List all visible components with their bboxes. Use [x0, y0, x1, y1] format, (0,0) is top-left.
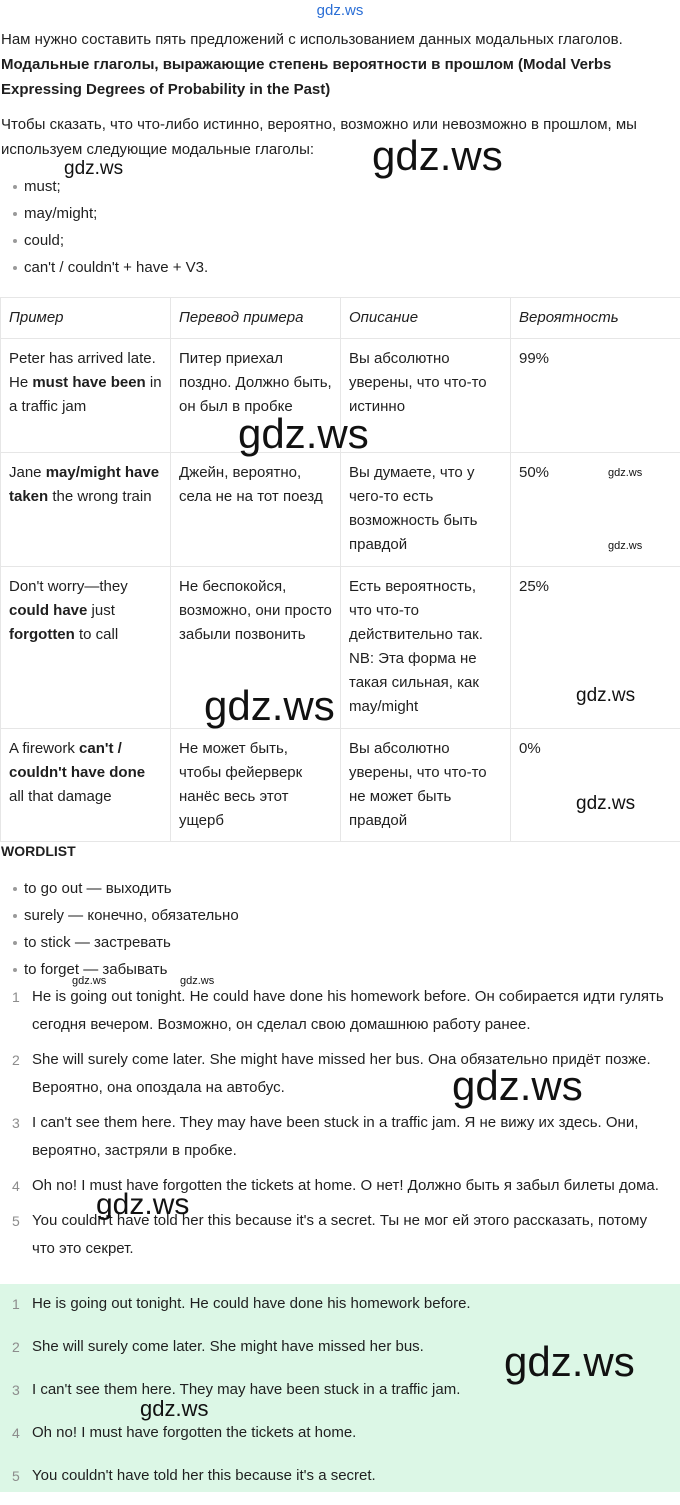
watermark: gdz.ws [576, 793, 635, 815]
column-header: Описание [341, 298, 511, 339]
watermark: gdz.ws [72, 975, 106, 987]
answers-with-translation [0, 983, 680, 1270]
answer-text: Oh no! I must have forgotten the tickets at home. [32, 1424, 356, 1441]
watermark: gdz.ws [238, 410, 369, 458]
probability-cell: 0% [511, 729, 680, 842]
answer-text: She will surely come later. She might have missed her bus. Она обязательно придёт позже. Вероятно, она опоздала на автобус. [32, 1051, 651, 1096]
description-cell: Вы абсолютно уверены, что что-то не может быть правдой [341, 729, 511, 842]
answer-number: 1 [12, 983, 20, 1011]
translation-cell: Не может быть, чтобы фейерверк нанёс весь этот ущерб [171, 729, 341, 842]
section-heading: Модальные глаголы, выражающие степень вероятности в прошлом (Modal Verbs Expressing Degrees of Probability in the Past) [1, 52, 677, 102]
answer-number: 2 [12, 1333, 20, 1361]
translation-cell: Джейн, вероятно, села не на тот поезд [171, 453, 341, 567]
bullet-icon [13, 887, 17, 891]
list-item: may/might; [0, 200, 208, 227]
answer-number: 3 [12, 1376, 20, 1404]
list-item: must; [0, 173, 208, 200]
site-label[interactable]: gdz.ws [0, 2, 680, 19]
bullet-icon [13, 914, 17, 918]
answer-number: 5 [12, 1462, 20, 1490]
answer-item [0, 983, 680, 1039]
answer-item [0, 1109, 680, 1165]
watermark: gdz.ws [64, 158, 123, 180]
bullet-icon [13, 185, 17, 189]
watermark: gdz.ws [180, 975, 214, 987]
answer-text: He is going out tonight. He could have done his homework before. [32, 1295, 471, 1312]
answer-item [0, 1419, 680, 1447]
example-cell: Peter has arrived late. He must have been in a traffic jam [1, 339, 171, 453]
probability-cell: 50% [511, 453, 680, 567]
list-item: to go out — выходить [0, 875, 239, 902]
answer-number: 4 [12, 1419, 20, 1447]
answer-text: I can't see them here. They may have been stuck in a traffic jam. [32, 1381, 460, 1398]
answer-number: 3 [12, 1109, 20, 1137]
translation-cell: Питер приехал поздно. Должно быть, он был в пробке [171, 339, 341, 453]
list-item: could; [0, 227, 208, 254]
watermark: gdz.ws [504, 1338, 635, 1386]
probability-cell: 25% [511, 567, 680, 729]
watermark: gdz.ws [372, 132, 503, 180]
table-row [1, 453, 680, 567]
answer-text: You couldn't have told her this because it's a secret. [32, 1467, 376, 1484]
modal-table [0, 297, 680, 842]
explanation-text: Чтобы сказать, что что-либо истинно, вероятно, возможно или невозможно в прошлом, мы используем следующие модальные глаголы: [1, 112, 677, 162]
watermark: gdz.ws [204, 682, 335, 730]
wordlist [0, 875, 239, 983]
watermark: gdz.ws [608, 540, 642, 552]
list-item: to forget — забывать [0, 956, 239, 983]
answer-item [0, 1290, 680, 1318]
answer-number: 2 [12, 1046, 20, 1074]
modal-list [0, 173, 208, 281]
answer-number: 1 [12, 1290, 20, 1318]
column-header: Пример [1, 298, 171, 339]
table-header-row [1, 298, 680, 339]
column-header: Перевод примера [171, 298, 341, 339]
example-cell: A firework can't / couldn't have done all that damage [1, 729, 171, 842]
watermark: gdz.ws [96, 1188, 189, 1222]
table-row [1, 729, 680, 842]
list-item: surely — конечно, обязательно [0, 902, 239, 929]
description-cell: Есть вероятность, что что-то действительно так. NB: Эта форма не такая сильная, как may/might [341, 567, 511, 729]
translation-cell: Не беспокойся, возможно, они просто забыли позвонить [171, 567, 341, 729]
bullet-icon [13, 266, 17, 270]
answers-short [0, 1290, 680, 1505]
probability-cell: 99% [511, 339, 680, 453]
bullet-icon [13, 941, 17, 945]
list-item: to stick — застревать [0, 929, 239, 956]
bullet-icon [13, 212, 17, 216]
description-cell: Вы абсолютно уверены, что что-то истинно [341, 339, 511, 453]
answer-text: He is going out tonight. He could have done his homework before. Он собирается идти гулять сегодня вечером. Возможно, он сделал свою домашнюю работу ранее. [32, 988, 664, 1033]
answer-text: She will surely come later. She might have missed her bus. [32, 1338, 424, 1355]
answer-number: 5 [12, 1207, 20, 1235]
example-cell: Jane may/might have taken the wrong train [1, 453, 171, 567]
answer-text: I can't see them here. They may have been stuck in a traffic jam. Я не вижу их здесь. Они, вероятно, застряли в пробке. [32, 1114, 638, 1159]
answer-item [0, 1462, 680, 1490]
intro-text: Нам нужно составить пять предложений с использованием данных модальных глаголов. [1, 27, 677, 52]
example-cell: Don't worry—they could have just forgotten to call [1, 567, 171, 729]
answer-number: 4 [12, 1172, 20, 1200]
bullet-icon [13, 968, 17, 972]
description-cell: Вы думаете, что у чего-то есть возможность быть правдой [341, 453, 511, 567]
column-header: Вероятность [511, 298, 680, 339]
watermark: gdz.ws [608, 467, 642, 479]
watermark: gdz.ws [576, 685, 635, 707]
answer-text: You couldn't have told her this because it's a secret. Ты не мог ей этого рассказать, потому что это секрет. [32, 1212, 647, 1257]
watermark: gdz.ws [452, 1062, 583, 1110]
watermark: gdz.ws [140, 1396, 208, 1422]
wordlist-title: WORDLIST [1, 840, 76, 862]
answer-text: Oh no! I must have forgotten the tickets at home. О нет! Должно быть я забыл билеты дома. [32, 1177, 659, 1194]
bullet-icon [13, 239, 17, 243]
list-item: can't / couldn't + have + V3. [0, 254, 208, 281]
